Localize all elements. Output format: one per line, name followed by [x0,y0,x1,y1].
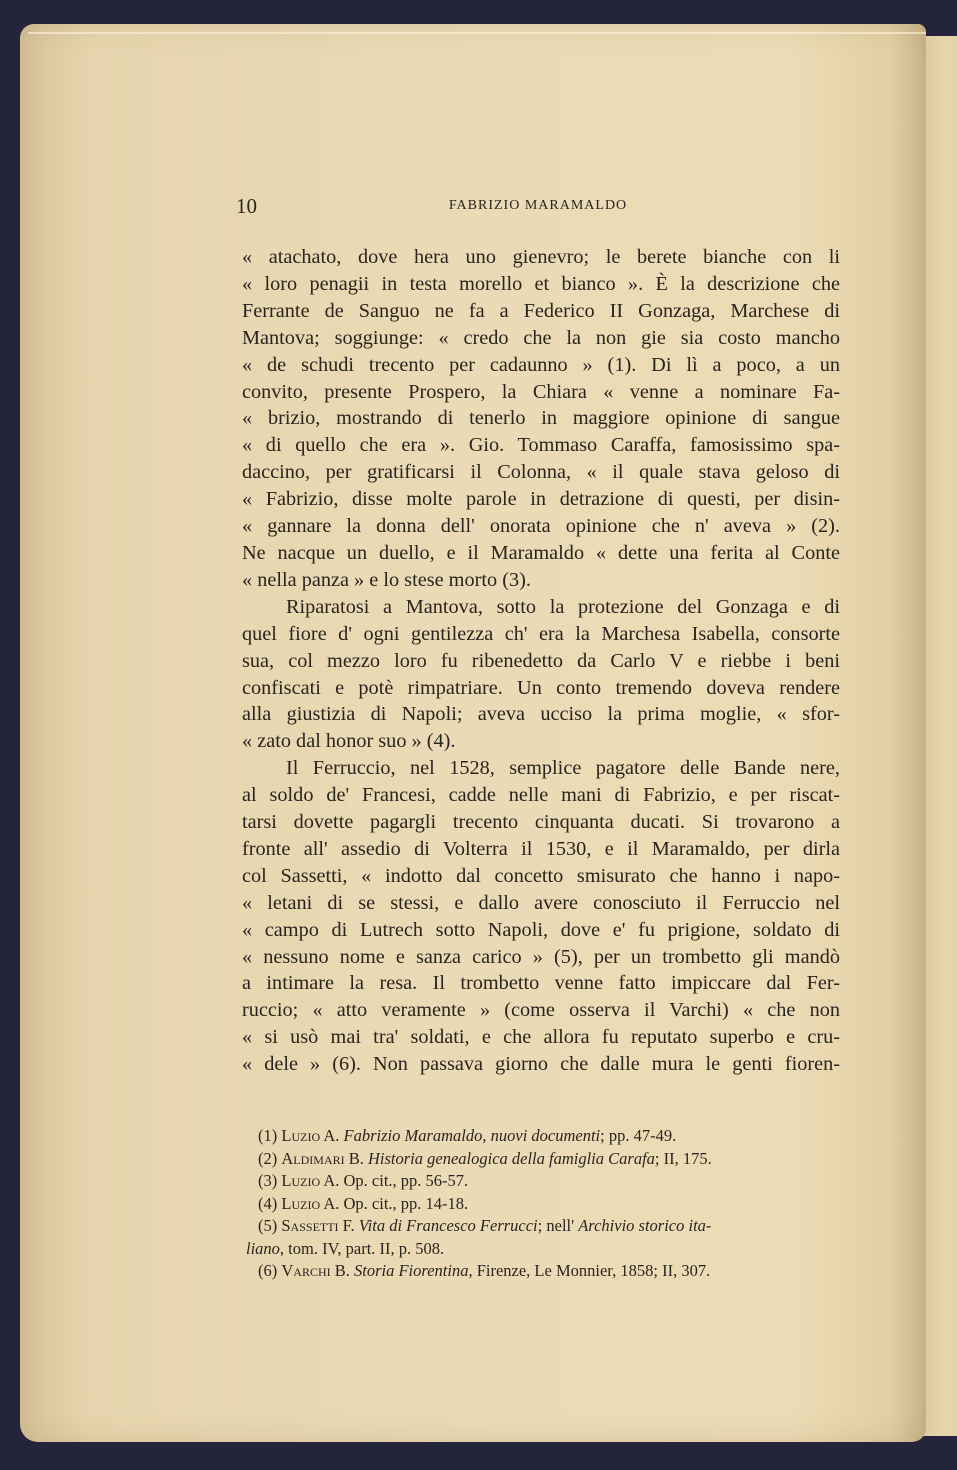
footnote-title: Historia genealogica della famiglia Carafa [368,1148,655,1168]
footnote-author: Luzio A. [281,1126,340,1145]
text-line: « brizio, mostrando di tenerlo in maggiore opinione di sangue [242,407,840,430]
text-line: « Fabrizio, disse molte parole in detrazione di questi, per disin- [242,488,840,511]
running-title: FABRIZIO MARAMALDO [448,198,628,213]
footnote-author: Aldimari B. [281,1148,364,1168]
text-line: « campo di Lutrech sotto Napoli, dove e' fu prigione, soldato di [242,918,840,941]
footnote-1 [248,1125,848,1148]
text-line: « nessuno nome e sanza carico » (5), per un trombetto gli mandò [242,945,840,968]
paragraph-start-line: Il Ferruccio, nel 1528, semplice pagatore delle Bande nere, [286,757,840,780]
footnote-author: Luzio A. [281,1193,340,1213]
text-line: fronte all' assedio di Volterra il 1530, e il Maramaldo, per dirla [242,837,840,860]
text-line: daccino, per gratificarsi il Colonna, « il quale stava geloso di [242,461,840,484]
text-line: a intimare la resa. Il trombetto venne fatto impiccare dal Fer- [242,972,840,995]
footnote-5-continuation [246,1238,848,1261]
text-line: confiscati e potè rimpatriare. Un conto tremendo doveva rendere [242,676,840,699]
footnote-4 [248,1193,848,1216]
text-line: Ferrante de Sanguo ne fa a Federico II Gonzaga, Marchese di [242,299,840,322]
footnote-number: (6) [258,1261,278,1280]
text-line: alla giustizia di Napoli; aveva ucciso la prima moglie, « sfor- [242,703,840,726]
footnote-number: (4) [258,1193,278,1213]
text-line: « dele » (6). Non passava giorno che dalle mura le genti fioren- [242,1053,840,1076]
text-line: « atachato, dove hera uno gienevro; le berete bianche con li [242,246,840,268]
text-line: quel fiore d' ogni gentilezza ch' era la Marchesa Isabella, consorte [242,622,840,645]
text-line: Ne nacque un duello, e il Maramaldo « dette una ferita al Conte [242,541,840,564]
footnote-rest: ; nell' [537,1216,579,1235]
text-line: « zato dal honor suo » (4). [242,730,456,753]
footnote-author: Luzio A. [281,1171,340,1190]
text-line: ruccio; « atto veramente » (come osserva il Varchi) « che non [242,999,840,1022]
footnote-title-cont: liano [246,1238,280,1258]
text-line: convito, presente Prospero, la Chiara « venne a nominare Fa- [242,380,840,403]
text-line: col Sassetti, « indotto dal concetto smisurato che hanno i napo- [242,864,840,887]
footnote-author: Varchi B. [281,1261,350,1280]
footnote-rest: , Firenze, Le Monnier, 1858; II, 307. [468,1261,711,1280]
footnote-number: (1) [258,1126,278,1145]
footnote-2 [248,1148,848,1171]
text-line: « letani di se stessi, e dallo avere conosciuto il Ferruccio nel [242,891,840,914]
footnote-3 [248,1170,848,1193]
text-line: « di quello che era ». Gio. Tommaso Caraffa, famosissimo spa- [242,434,840,457]
footnote-rest: Op. cit., pp. 56-57. [343,1171,469,1190]
footnote-5 [248,1215,848,1238]
text-line: « nella panza » e lo stese morto (3). [242,568,531,591]
footnote-rest: Op. cit., pp. 14-18. [343,1193,469,1213]
text-line: al soldo de' Francesi, cadde nelle mani di Fabrizio, e per riscat- [242,784,840,807]
text-line: « loro penagii in testa morello et bianco ». È la descrizione che [242,272,840,295]
footnote-number: (3) [258,1171,278,1190]
footnote-rest: ; II, 175. [654,1148,712,1168]
text-line: « de schudi trecento per cadaunno » (1). Di lì a poco, a un [242,353,840,376]
footnote-rest: ; pp. 47-49. [600,1126,677,1145]
footnote-6 [248,1260,848,1283]
footnote-rest-cont: , tom. IV, part. II, p. 508. [279,1238,445,1258]
page-number: 10 [236,194,257,218]
footnote-title: Vita di Francesco Ferrucci [358,1216,538,1235]
text-line: tarsi dovette pagargli trecento cinquanta ducati. Si trovarono a [242,811,840,834]
footnote-title: Storia Fiorentina [354,1261,469,1280]
paragraph-start-line: Riparatosi a Mantova, sotto la protezione del Gonzaga e di [286,595,840,618]
footnote-author: Sassetti F. [281,1216,355,1235]
footnote-title: Fabrizio Maramaldo, nuovi documenti [343,1126,601,1145]
footnote-number: (5) [258,1216,278,1235]
text-line: « si usò mai tra' soldati, e che allora fu reputato superbo e cru- [242,1026,840,1049]
footnote-number: (2) [258,1148,278,1168]
text-line: sua, col mezzo loro fu ribenedetto da Carlo V e riebbe i beni [242,649,840,672]
footnotes [248,1125,848,1283]
body-text [242,244,840,1078]
text-line: Mantova; soggiunge: « credo che la non gie sia costo mancho [242,326,840,349]
footnote-title-2: Archivio storico ita- [578,1216,712,1235]
running-head [236,194,840,222]
text-line: « gannare la donna dell' onorata opinione che n' aveva » (2). [242,515,840,538]
